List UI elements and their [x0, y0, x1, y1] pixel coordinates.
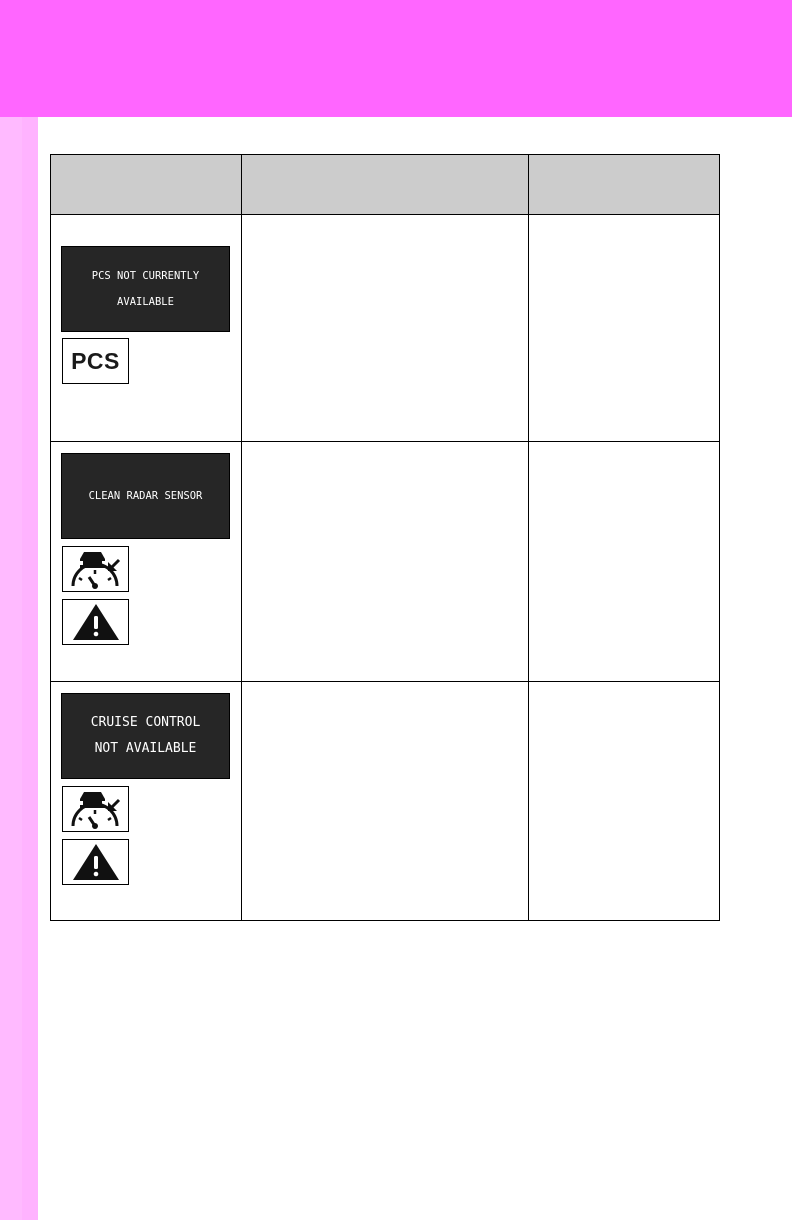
display-message-line-1: CRUISE CONTROL	[90, 715, 201, 730]
indicator-cell	[51, 215, 242, 442]
master-warning-icon	[62, 599, 129, 645]
indicator-cell	[51, 442, 242, 682]
table-header-row	[51, 155, 720, 215]
side-tab-strip	[0, 117, 38, 1220]
radar-cruise-control-icon	[62, 786, 129, 832]
warning-message-table	[50, 154, 720, 921]
radar-cruise-control-icon	[62, 546, 129, 592]
details-cell	[242, 682, 529, 921]
indicator-cell	[51, 682, 242, 921]
display-message: CLEAN RADAR SENSOR	[88, 490, 203, 502]
display-message: PCS NOT CURRENTLY AVAILABLE	[91, 270, 200, 308]
multi-info-display	[61, 693, 230, 779]
header-cell-correction	[529, 155, 720, 215]
correction-cell	[529, 215, 720, 442]
table-row	[51, 682, 720, 921]
multi-info-display	[61, 453, 230, 539]
details-cell	[242, 442, 529, 682]
table-row	[51, 215, 720, 442]
table-row	[51, 442, 720, 682]
page-header-band	[0, 0, 792, 117]
pcs-warning-light-icon: PCS	[62, 338, 129, 384]
display-message-line-2: NOT AVAILABLE	[94, 741, 197, 756]
master-warning-icon	[62, 839, 129, 885]
details-cell	[242, 215, 529, 442]
header-cell-details	[242, 155, 529, 215]
header-cell-indicator	[51, 155, 242, 215]
correction-cell	[529, 682, 720, 921]
multi-info-display	[61, 246, 230, 332]
correction-cell	[529, 442, 720, 682]
